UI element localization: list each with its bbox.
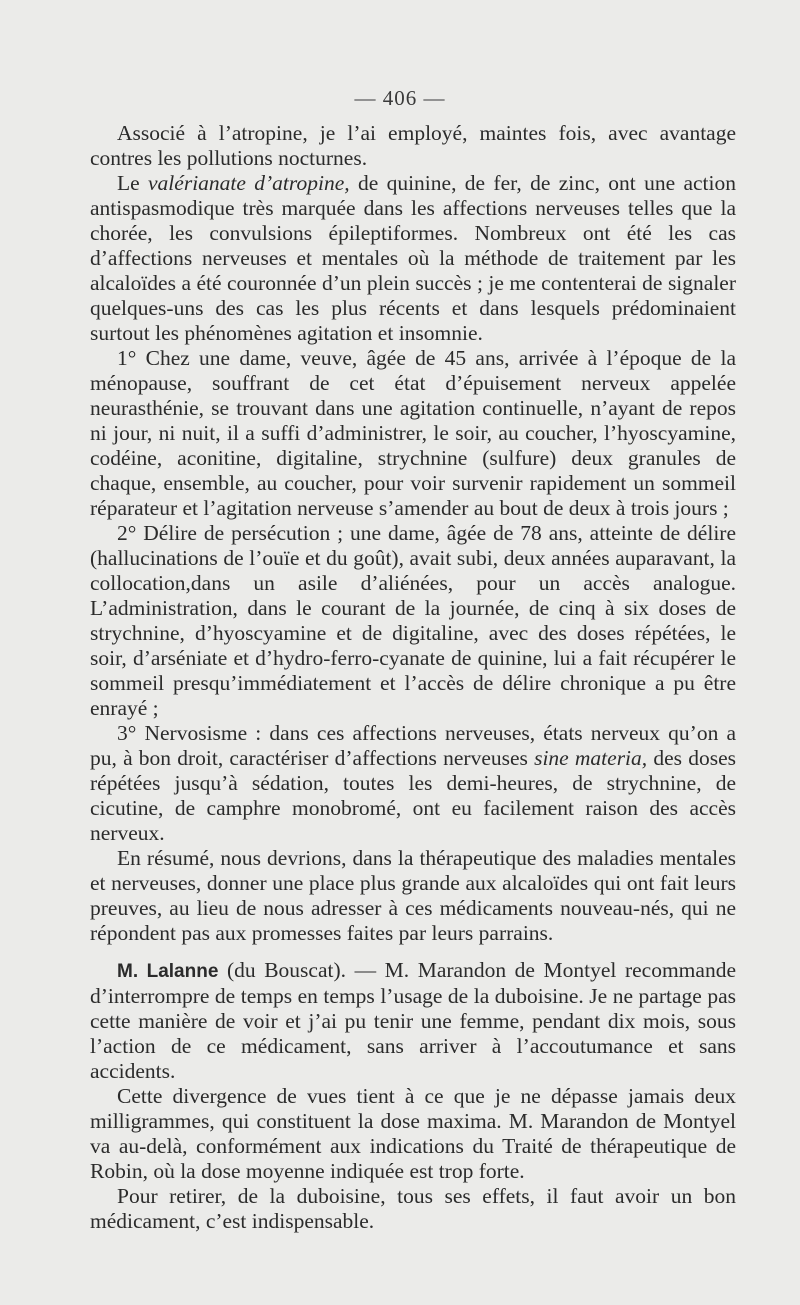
paragraph-text: Le — [117, 171, 149, 195]
paragraph: Associé à l’atropine, je l’ai employé, maintes fois, avec avantage contres les pollutions nocturnes. — [90, 121, 736, 170]
paragraph — [90, 721, 736, 846]
speaker-name: M. Lalanne — [117, 961, 219, 982]
paragraph: 2° Délire de persécution ; une dame, âgée de 78 ans, atteinte de délire (hallucinations de l’ouïe et du goût), avait subi, deux années auparavant, la collocation,dans un asile d’aliénées, pour un accès analogue. L’administration, dans le courant de la journée, de cinq à six doses de strychnine, d’hyoscyamine et de digitaline, avec des doses répétées, le soir, d’arséniate et d’hydro-ferro-cyanate de quinine, lui a fait récupérer le sommeil presqu’immédiatement et l’accès de délire chronique a pu être enrayé ; — [90, 521, 736, 720]
italic-term: sine materia, — [534, 746, 648, 770]
paragraph: 1° Chez une dame, veuve, âgée de 45 ans, arrivée à l’époque de la ménopause, souffrant de cet état d’épuisement nerveux appelée neurasthénie, se trouvant dans une agitation continuelle, n’ayant de repos ni jour, ni nuit, il a suffi d’administrer, le soir, au coucher, l’hyoscyamine, codéine, aconitine, digitaline, strychnine (sulfure) deux granules de chaque, ensemble, au coucher, pour voir survenir rapidement un sommeil réparateur et l’agitation nerveuse s’amender au bout de deux à trois jours ; — [90, 346, 736, 520]
paragraph-text: de quinine, de fer, de zinc, ont une action antispasmodique très marquée dans les affections nerveuses telles que la chorée, les convulsions épileptiformes. Nombreux ont été les cas d’affections nerveuses et mentales où la méthode de traitement par les alcaloïdes a été couronnée d’un plein succès ; je me contenterai de signaler quelques-uns des cas les plus récents et dans lesquels prédominaient surtout les phénomènes agitation et insomnie. — [90, 171, 736, 345]
paragraph: Cette divergence de vues tient à ce que je ne dépasse jamais deux milligrammes, qui constituent la dose maxima. M. Marandon de Montyel va au-delà, conformément aux indications du Traité de thérapeutique de Robin, où la dose moyenne indiquée est trop forte. — [90, 1084, 736, 1183]
body-text — [90, 121, 736, 1234]
paragraph: Pour retirer, de la duboisine, tous ses effets, il faut avoir un bon médicament, c’est indispensable. — [90, 1184, 736, 1233]
paragraph-text: des doses répétées jusqu’à sédation, toutes les demi-heures, de strychnine, de cicutine, de camphre monobromé, ont eu facilement raison des accès nerveux. — [90, 746, 736, 845]
paragraph-text: (du Bouscat). — M. Marandon de Montyel recommande d’interrompre de temps en temps l’usage de la duboisine. Je ne partage pas cette manière de voir et j’ai pu tenir une femme, pendant dix mois, sous l’action de ce médicament, sans arriver à l’accoutumance et sans accidents. — [90, 958, 736, 1083]
paragraph — [90, 958, 736, 1084]
paragraph-text: 3° Nervosisme : dans ces affections nerveuses, états nerveux qu’on a pu, à bon droit, caractériser d’affections nerveuses — [90, 721, 736, 770]
paragraph: En résumé, nous devrions, dans la thérapeutique des maladies mentales et nerveuses, donner une place plus grande aux alcaloïdes qui ont fait leurs preuves, au lieu de nous adresser à ces médicaments nouveau-nés, qui ne répondent pas aux promesses faites par leurs parrains. — [90, 846, 736, 945]
page-number: — 406 — — [354, 86, 446, 110]
paragraph — [90, 171, 736, 346]
italic-term: valérianate d’atropine, — [148, 171, 350, 195]
